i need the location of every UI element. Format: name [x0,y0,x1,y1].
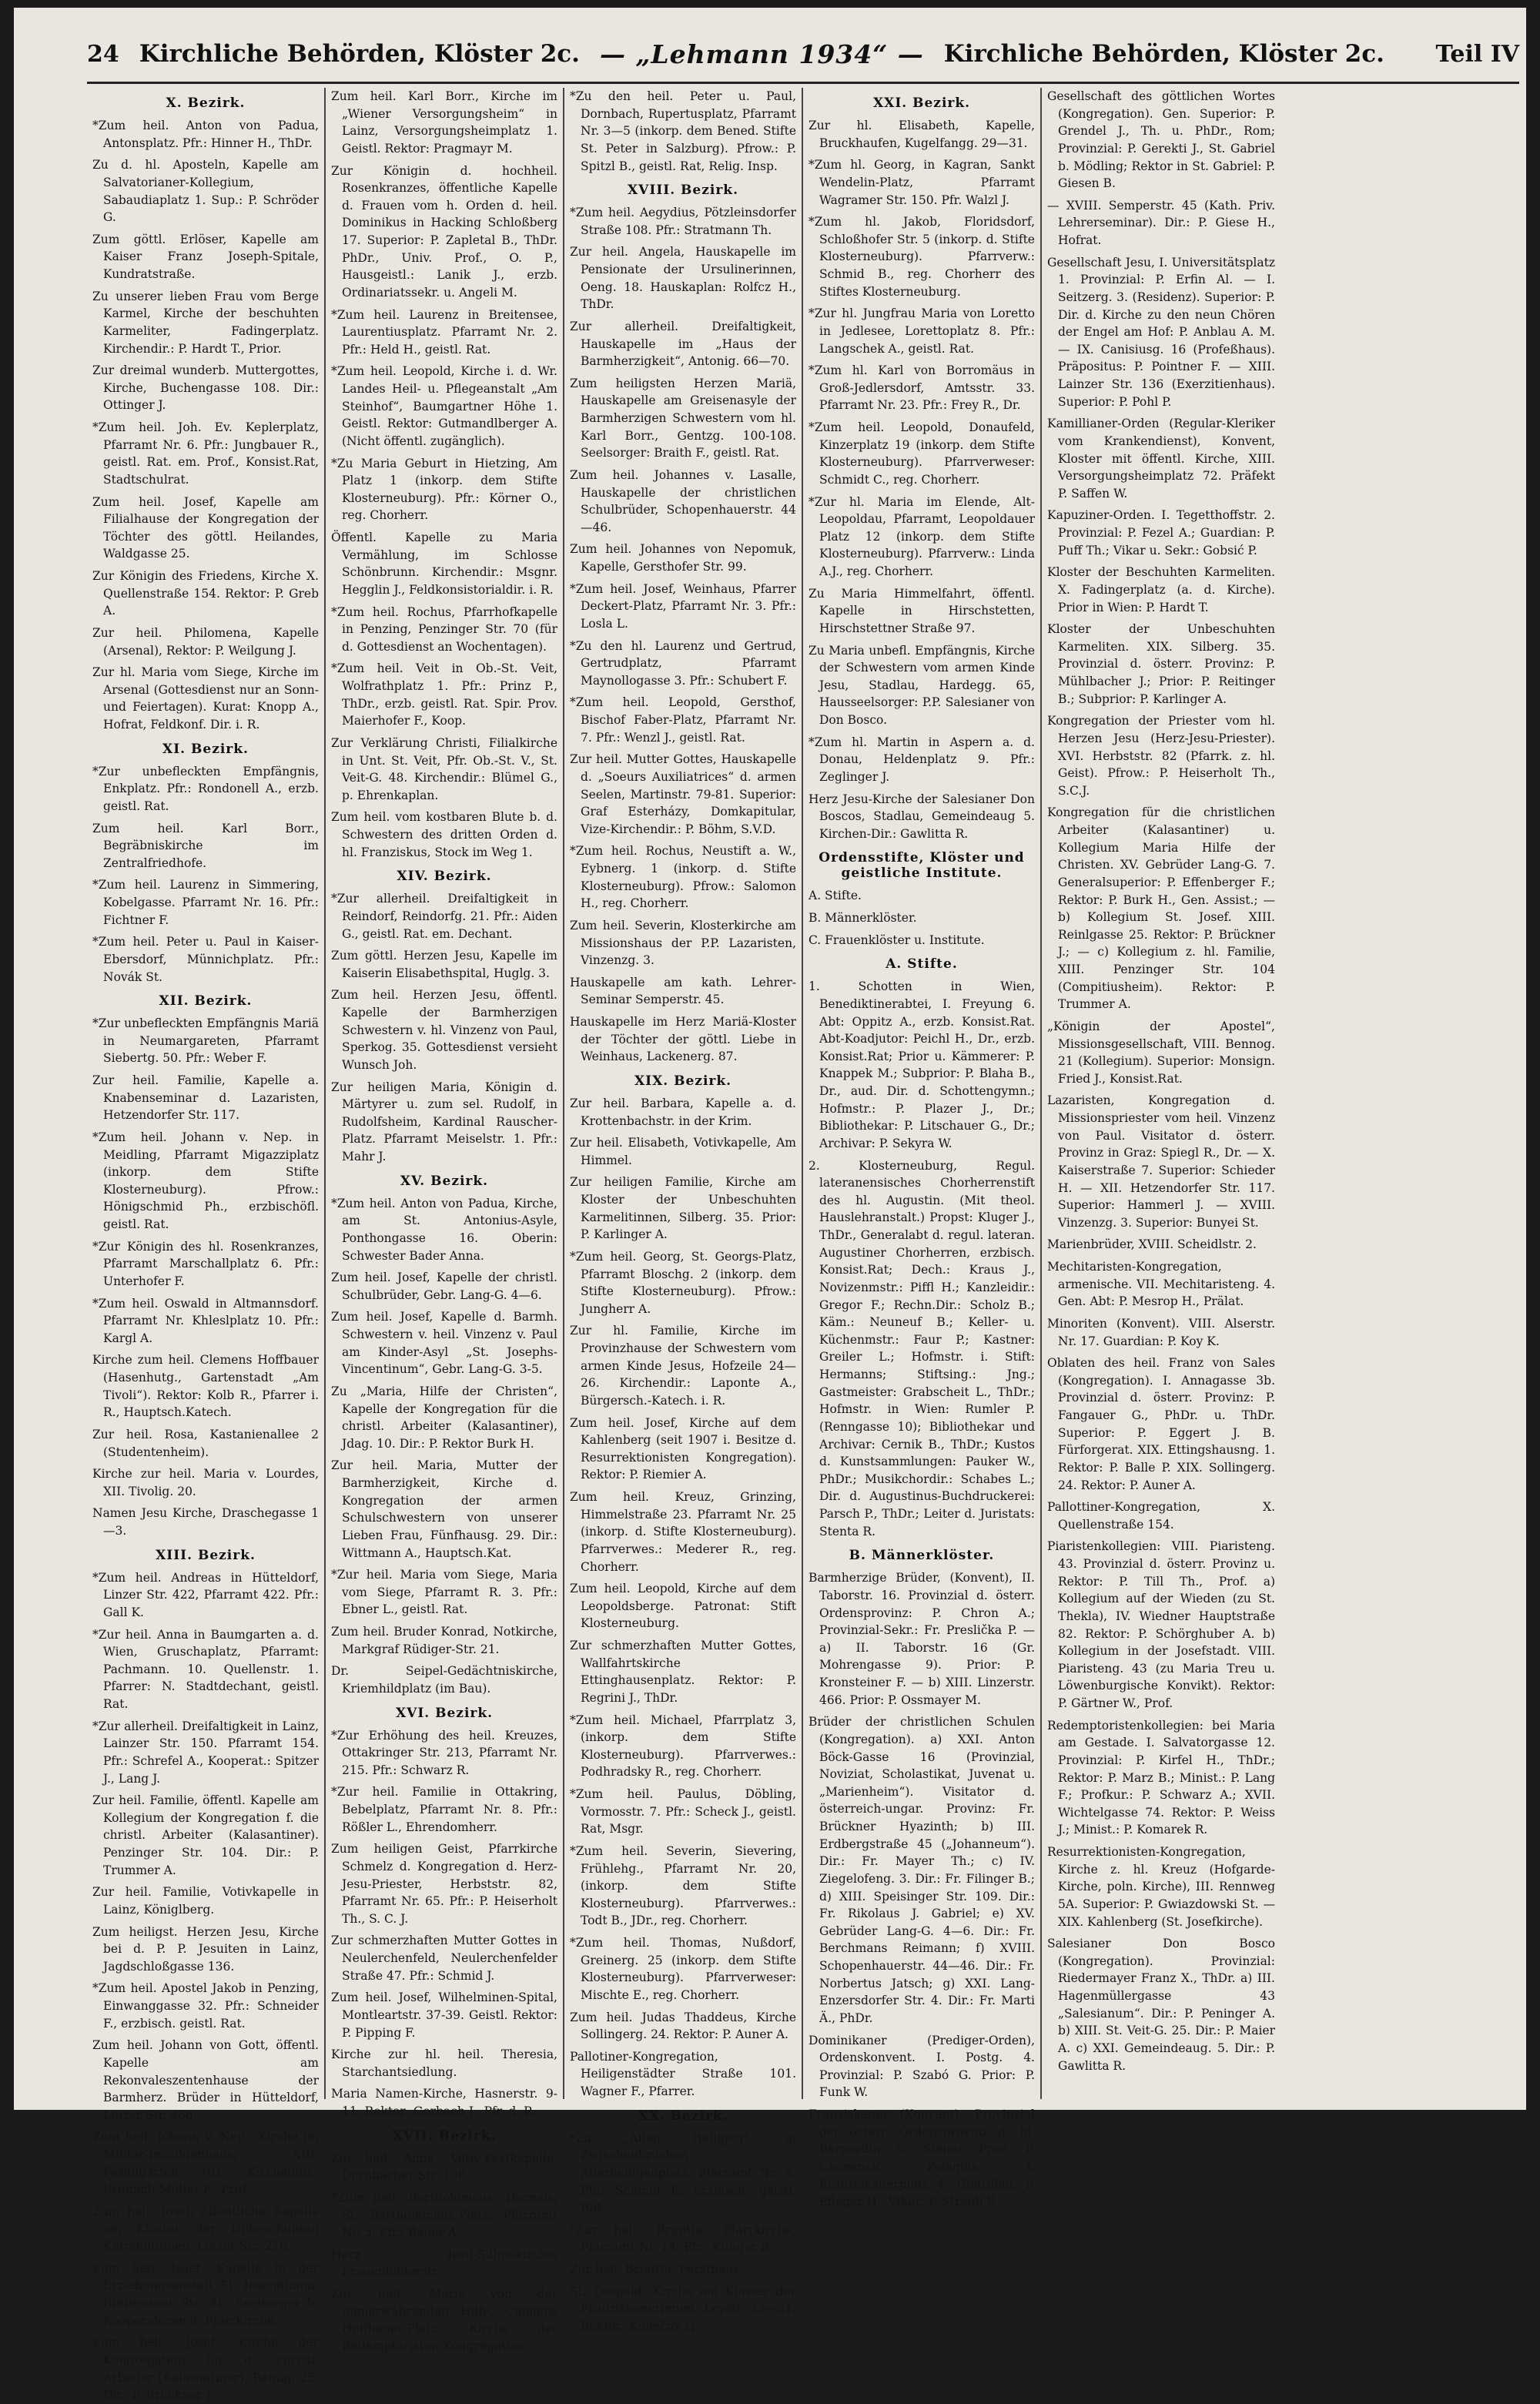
directory-entry: *Zum heil. Georg, St. Georgs-Platz, Pfarramt Bloschg. 2 (inkorp. dem Stifte Klosterneuburg). Pfrow.: Jungherr A. [570,1249,796,1316]
district-heading: XI. Bezirk. [162,741,249,757]
directory-entry: Zu unserer lieben Frau vom Berge Karmel, Kirche der beschuhten Karmeliter, Fadingerplatz. Kirchendir.: P. Hardt T., Prior. [92,289,319,356]
directory-entry: Zur heiligen Familie, Kirche am Kloster der Unbeschuhten Karmelitinnen, Silberg. 35. Prior: P. Karlinger A. [570,1175,796,1242]
directory-entry: Redemptoristenkollegien: bei Maria am Gestade. I. Salvatorgasse 12. Provinzial: P. Kirfel H., ThDr.; Rektor: P. Marz B.; Minist.: P. Lang F.; Profkur.: P. Schwarz A.; XVII. Wichtelgasse 74. Rektor: P. Weiss J.; Minist.: P. Komarek R. [1047,1718,1275,1837]
directory-entry: Zur heil. Familie, Votivkapelle in Lainz, Königlberg. [92,1885,319,1917]
directory-entry: *Zum heil. Bartholomäus, Hernals, St. Bartholomäus-Platz, Pfarramt Nr. 3. Pfr.: Bauer A. [331,2190,557,2240]
directory-entry: Zur heil. Familie, Kapelle a. Knabenseminar d. Lazaristen, Hetzendorfer Str. 117. [92,1073,319,1123]
district-heading: XVII. Bezirk. [392,2128,497,2144]
directory-entry: Maria Namen-Kirche, Hasnerstr. 9-11. Rektor: Gorbach J., Pfr. d. R. [331,2087,557,2118]
text-column [87,88,326,2402]
district-heading: XVI. Bezirk. [395,1705,494,1721]
directory-entry: *Zum heil. Laurenz in Simmering, Kobelgasse. Pfarramt Nr. 16. Pfr.: Fichtner F. [92,878,319,927]
directory-entry: *Zum heil. Anton von Padua, Antonsplatz. Pfr.: Hinner H., ThDr. [92,119,319,150]
directory-entry: Piaristenkollegien: VIII. Piaristeng. 43. Provinzial d. österr. Provinz u. Rektor: P. Till Th., Prof. a) Kollegium auf der Wieden (zu St. Thekla), IV. Wiedner Hauptstraße 82. Rektor: P. Schörghuber A. b) Kollegium in der Josefstadt. VIII. Piaristeng. 43 (zu Maria Treu u. Löwenburgische Konvikt). Rektor: P. Gärtner W., Prof. [1047,1539,1275,1710]
directory-entry: *Zum heil. Thomas, Nußdorf, Greinerg. 25 (inkorp. dem Stifte Klosterneuburg). Pfarrverweser: Mischte E., reg. Chorherr. [570,1936,796,2002]
directory-entry: Zur heil. Philomena, Kapelle (Arsenal), Rektor: P. Weilgung J. [92,625,319,658]
directory-entry: Herz Jesu-Kirche der Salesianer Don Boscos, Stadlau, Gemeindeaug 5. Kirchen-Dir.: Gawlitta R. [808,792,1035,841]
directory-entry: Kongregation der Priester vom hl. Herzen Jesu (Herz-Jesu-Priester). XVI. Herbststr. 82 (Pfarrk. z. hl. Geist). Pfrow.: P. Heiserholt Th., S.C.J. [1047,714,1275,798]
directory-entry: Lazaristen, Kongregation d. Missionspriester vom heil. Vinzenz von Paul. Visitator d. österr. Provinz in Graz: Spiegl R., Dr. — X. Kaiserstraße 7. Superior: Schieder H. — XII. Hetzendorfer Str. 117. Superior: Hammerl J. — XVIII. Vinzenzg. 3. Superior: Bunyei St. [1047,1093,1275,1230]
directory-entry: Resurrektionisten-Kongregation, Kirche z. hl. Kreuz (Hofgarde-Kirche, poln. Kirche), III. Rennweg 5A. Superior: P. Gwiazdowski St. — XIX. Kahlenberg (St. Josefkirche). [1047,1845,1275,1929]
directory-entry: *Zum heil. Peter u. Paul in Kaiser-Ebersdorf, Münnichplatz. Pfr.: Novák St. [92,935,319,984]
directory-entry: Kamillianer-Orden (Regular-Kleriker vom Krankendienst), Konvent, Kloster mit öffentl. Kirche, XIII. Versorgungsheimplatz 72. Präfekt P. Saffen W. [1047,417,1275,501]
district-heading: XIII. Bezirk. [156,1547,256,1563]
directory-entry: *Zum heil. Leopold, Gersthof, Bischof Faber-Platz, Pfarramt Nr. 7. Pfr.: Wenzl J., geistl. Rat. [570,695,796,745]
directory-entry: Zur schmerzhaften Mutter Gottes, Wallfahrtskirche Ettinghausenplatz. Rektor: P. Regrini J., ThDr. [570,1639,796,1705]
district-heading: XV. Bezirk. [400,1173,489,1189]
directory-entry: *Zur unbefleckten Empfängnis Mariä in Neumargareten, Pfarramt Siebertg. 50. Pfr.: Weber F. [92,1016,319,1066]
directory-entry: Minoriten (Konvent). VIII. Alserstr. Nr. 17. Guardian: P. Koy K. [1047,1316,1275,1348]
directory-entry: Zu „Maria, Hilfe der Christen“, Kapelle der Kongregation für die christl. Arbeiter (Kalasantiner), Jdag. 10. Dir.: P. Rektor Burk H. [331,1384,557,1451]
directory-entry: *Zum heil. Laurenz in Breitensee, Laurentiusplatz. Pfarramt Nr. 2. Pfr.: Held H., geistl. Rat. [331,307,557,357]
directory-entry: Gesellschaft Jesu, I. Universitätsplatz 1. Provinzial: P. Erfin Al. — I. Seitzerg. 3. (Residenz). Superior: P. Dir. d. Kirche zu den neun Chören der Engel am Hof: P. Anblau A. M. — IX. Canisiusg. 16 (Profeßhaus). Präpositus: P. Pointner F. — XIII. Lainzer Str. 136 (Exerzitienhaus). Superior: P. Pohl P. [1047,255,1275,409]
directory-entry: Zum heil. Johannes von Nepomuk, Kapelle, Gersthofer Str. 99. [570,542,796,574]
directory-entry: Zum heil. Kreuz, Grinzing, Himmelstraße 23. Pfarramt Nr. 25 (inkorp. d. Stifte Klosterneuburg). Pfarrverwes.: Mederer R., reg. Chorherr. [570,1490,796,1574]
directory-entry: Zur Königin d. hochheil. Rosenkranzes, öffentliche Kapelle d. Frauen vom h. Orden d. heil. Dominikus in Hacking Schloßberg 17. Superior: P. Zapletal B., ThDr. PhDr., Univ. Prof., O. P., Hausgeistl.: Lanik J., erzb. Ordinariatssekr. u. Angeli M. [331,163,557,300]
directory-entry: Kirche zur heil. Maria v. Lourdes, XII. Tivolig. 20. [92,1467,319,1498]
directory-entry: *Zum heil. Rochus, Neustift a. W., Eybnerg. 1 (inkorp. d. Stifte Klosterneuburg). Pfrow.: Salomon H., reg. Chorherr. [570,844,796,911]
directory-entry: Barmherzige Brüder, (Konvent), II. Taborstr. 16. Provinzial d. österr. Ordensprovinz: P. Chron A.; Provinzial-Sekr.: Fr. Preslička P. — a) II. Taborstr. 16 (Gr. Mohrengasse 9). Prior: P. Kronsteiner F. — b) XIII. Linzerstr. 466. Prior: P. Ossmayer M. [808,1571,1035,1707]
district-heading: XX. Bezirk. [638,2108,728,2124]
directory-entry: Zur heil. Rosa, Kastanienallee 2 (Studentenheim). [92,1427,319,1459]
directory-entry: Zum heil. Josef, Kapelle am Filialhause der Kongregation der Töchter des göttl. Heilandes, Waldgasse 25. [92,494,319,561]
directory-entry: *Zum heil. Leopold, Kirche i. d. Wr. Landes Heil- u. Pflegeanstalt „Am Steinhof“, Baumgartner Höhe 1. Geistl. Rektor: Gutmandlberger A. (Nicht öffentl. zugänglich). [331,364,557,448]
directory-entry: *Zur heil. Brigitta, Pfarrkirche, Pfarramt Nr. 14. Pfr.: Klinger B. [570,2222,796,2255]
directory-entry: Zur hl. Elisabeth, Kapelle, Bruckhaufen, Kugelfangg. 29—31. [808,119,1035,150]
directory-entry: *Zur unbefleckten Empfängnis, Enkplatz. Pfr.: Rondonell A., erzb. geistl. Rat. [92,764,319,813]
directory-entry: *Zum heil. Anton von Padua, Kirche, am St. Antonius-Asyle, Ponthongasse 16. Oberin: Schwester Bader Anna. [331,1196,557,1263]
district-heading: XIX. Bezirk. [634,1073,732,1089]
directory-entry: *Zu Maria Geburt in Hietzing, Am Platz 1 (inkorp. dem Stifte Klosterneuburg). Pfr.: Körner O., reg. Chorherr. [331,456,557,523]
directory-entry: Kongregation für die christlichen Arbeiter (Kalasantiner) u. Kollegium Maria Hilfe der Christen. XV. Gebrüder Lang-G. 7. Generalsuperior: P. Effenberger F.; Rektor: P. Burk H., Gen. Assist.; — b) Kollegium St. Josef. XIII. Reinlgasse 25. Rektor: P. Brückner J.; — c) Kollegium z. hl. Familie, XIII. Penzinger Str. 104 (Compitiusheim). Rektor: P. Trummer A. [1047,805,1275,1012]
directory-page [14,8,1526,2402]
text-column [1042,88,1281,2099]
directory-entry: Dominikaner (Prediger-Orden), Ordenskonvent. I. Postg. 4. Provinzial: P. Szabó G. Prior: P. Funk W. [808,2033,1035,2100]
directory-entry: Hauskapelle im Herz Mariä-Kloster der Töchter der göttl. Liebe in Weinhaus, Lackenerg. 87. [570,1015,796,1064]
directory-entry: *Zu den heil. Peter u. Paul, Dornbach, Rupertusplatz, Pfarramt Nr. 3—5 (inkorp. dem Bened. Stifte St. Peter in Salzburg). Pfrow.: P. Spitzl B., geistl. Rat, Relig. Insp. [570,89,796,173]
running-header [87,31,1519,77]
directory-entry: *Zum heil. Michael, Pfarrplatz 3, (inkorp. dem Stifte Klosterneuburg). Pfarrverwes.: Podhradsky R., reg. Chorherr. [570,1713,796,1780]
directory-entry: *Zur allerheil. Dreifaltigkeit in Reindorf, Reindorfg. 21. Pfr.: Aiden G., geistl. Rat. em. Dechant. [331,892,557,941]
directory-entry: Zur heil. Maria, Mutter der Barmherzigkeit, Kirche d. Kongregation der armen Schulschwestern von unserer Lieben Frau, Fünfhausg. 29. Dir.: Wittmann A., Hauptsch.Kat. [331,1458,557,1560]
directory-entry: C. Frauenklöster u. Institute. [808,932,985,947]
directory-entry: Zur dreimal wunderb. Muttergottes, Kirche, Buchengasse 108. Dir.: Ottinger J. [92,363,319,413]
directory-entry: A. Stifte. [808,889,862,903]
section-title-left: Kirchliche Behörden, Klöster 2c. [139,40,580,68]
directory-entry: Zum heil. Josef, Wilhelminen-Spital, Montleartstr. 37-39. Geistl. Rektor: P. Pipping F. [331,1990,557,2040]
directory-entry: Zum heil. Karl Borr., Kirche im „Wiener Versorgungsheim“ in Lainz, Versorgungsheimplatz 1. Geistl. Rektor: Pragmayr M. [331,89,557,156]
directory-entry: Pallottiner-Kongregation, X. Quellenstraße 154. [1047,1500,1275,1532]
header-rule [87,82,1519,84]
directory-entry: Zu d. hl. Aposteln, Kapelle am Salvatorianer-Kollegium, Sabaudiaplatz 1. Sup.: P. Schröder G. [92,158,319,225]
directory-entry: Zum heil. Karl Borr., Begräbniskirche im Zentralfriedhofe. [92,821,319,870]
directory-entry: Zur allerheil. Dreifaltigkeit, Hauskapelle im „Haus der Barmherzigkeit“, Antonig. 66—70. [570,319,796,369]
directory-entry: St. Leopold, Kirche am Kloster der Franziskanerinnen, Leystr. 25—31. Rektor: Konečny H. [570,2284,796,2333]
directory-entry: *Zur hl. Jungfrau Maria von Loretto in Jedlesee, Lorettoplatz 8. Pfr.: Langschek A., geistl. Rat. [808,306,1035,356]
directory-entry: Zur heil. Barbara, Kapelle a. d. Krottenbachstr. in der Krim. [570,1096,796,1128]
directory-entry: Namen Jesu Kirche, Draschegasse 1—3. [92,1506,319,1538]
directory-entry: 2. Klosterneuburg, Regul. lateranensisches Chorherrenstift des hl. Augustin. (Mit theol. Hauslehranstalt.) Propst: Kluger J., ThDr., Generalabt d. regul. lateran. Augustiner Chorherren, erzbisch. Konsist.Rat; Dech.: Kraus J., Novizenmstr.: Piffl H.; Kanzleidir.: Gregor F.; Rechn.Dir.: Scholz B.; Käm.: Neuneuf B.; Keller- u. Küchenmstr.: Faur P.; Kastner: Greiler L.; Hofmstr. i. Stift: Hermanns; Stiftsing.: Jng.; Gastmeister: Grabscheit L., ThDr.; Hofmstr. in Wien: Rumler P. (Renngasse 10); Bibliothekar und Archivar: Cernik B., ThDr.; Kustos d. Kunstsammlungen: Pauker W., PhDr.; Musikchordir.: Schabes L.; Dir. d. Augustinus-Buchdruckerei: Parsch P., ThDr.; Leiter d. Juristats: Stenta R. [808,1158,1035,1538]
publication-title: — „Lehmann 1934“ — [599,39,924,69]
directory-entry: Öffentl. Kapelle zu Maria Vermählung, im Schlosse Schönbrunn. Kirchendir.: Msgnr. Hegglin J., Feldkonsistorialdir. i. R. [331,531,557,597]
directory-entry: Hauskapelle am kath. Lehrer-Seminar Semperstr. 45. [570,975,796,1007]
directory-entry: Zur Königin des Friedens, Kirche X. Quellenstraße 154. Rektor: P. Greb A. [92,569,319,618]
directory-entry: Pallotiner-Kongregation, Heiligenstädter Straße 101. Wagner F., Pfarrer. [570,2049,796,2098]
directory-entry: Zur hl. Maria vom Siege, Kirche im Arsenal (Gottesdienst nur an Sonn- und Feiertagen). Kurat: Knopp A., Hofrat, Feldkonf. Dir. i. R. [92,665,319,732]
part-label: Teil IV [1435,40,1519,68]
district-heading: XIV. Bezirk. [397,869,492,885]
directory-entry: Zur schmerzhaften Mutter Gottes in Neulerchenfeld, Neulerchenfelder Straße 47. Pfr.: Schmid J. [331,1934,557,1983]
directory-entry: Kloster der Unbeschuhten Karmeliten. XIX. Silberg. 35. Provinzial d. österr. Provinz: P. Mühlbacher J.; Prior: P. Reitinger B.; Subprior: P. Karlinger A. [1047,622,1275,706]
directory-entry: *Zum hl. Georg, in Kagran, Sankt Wendelin-Platz, Pfarramt Wagramer Str. 150. Pfr. Walzl J. [808,158,1035,207]
directory-entry: Zur Verklärung Christi, Filialkirche in Unt. St. Veit, Pfr. Ob.-St. V., St. Veit-G. 48. Kirchendir.: Blümel G., p. Ehrenkaplan. [331,735,557,802]
directory-entry: Dr. Seipel-Gedächtniskirche, Kriemhildplatz (im Bau). [331,1664,557,1696]
directory-entry: Zur heil. Angela, Hauskapelle im Pensionate der Ursulinerinnen, Oeng. 18. Hauskaplan: Rolfcz H., ThDr. [570,245,796,312]
directory-entry: Herz Jesu-Sühnekirche, Frauenfelderstr. [331,2247,557,2279]
directory-entry: 1. Schotten in Wien, Benediktinerabtei, I. Freyung 6. Abt: Oppitz A., erzb. Konsist.Rat. Abt-Koadjutor: Peichl H., Dr., erzb. Konsist.Rat; Prior u. Kämmerer: P. Knappek M.; Subprior: P. Blaha B., Dr., aud. Dir. d. Schottengymn.; Hofmstr.: P. Plazer J., Dr.; Bibliothekar: P. Litschauer G., Dr.; Archivar: P. Sekyra W. [808,979,1035,1150]
directory-entry: *Zum heil. Apostel Jakob in Penzing, Einwanggasse 32. Pfr.: Schneider F., erzbisch. geistl. Rat. [92,1981,319,2031]
directory-entry: Zur heil. Brigitta, Forsthaus. [570,2262,744,2276]
directory-entry: *Zur heil. Familie in Ottakring, Bebelplatz, Pfarramt Nr. 8. Pfr.: Rößler L., Ehrendomherr. [331,1785,557,1834]
directory-entry: *Zur allerheil. Dreifaltigkeit in Lainz, Lainzer Str. 150. Pfarramt 154. Pfr.: Schrefel A., Kooperat.: Spitzer J., Lang J. [92,1719,319,1786]
directory-entry: *Zum heil. Rochus, Pfarrhofkapelle in Penzing, Penzinger Str. 70 (für d. Gottesdienst an Wochentagen). [331,604,557,654]
directory-entry: Zur heil. Elisabeth, Votivkapelle, Am Himmel. [570,1136,796,1167]
district-heading: A. Stifte. [886,956,958,973]
directory-entry: Zu Maria Himmelfahrt, öffentl. Kapelle in Hirschstetten, Hirschstettner Straße 97. [808,586,1035,635]
directory-entry: Oblaten des heil. Franz von Sales (Kongregation). I. Annagasse 3b. Provinzial d. österr. Provinz: P. Fangauer G., PhDr. u. ThDr. Superior: P. Eggert J. B. Fürforgerat. XIX. Ettingshausng. 1. Rektor: P. Balle P. XIX. Sollingerg. 24. Rektor: P. Auner A. [1047,1356,1275,1492]
directory-entry: *Zum heil. Oswald in Altmannsdorf. Pfarramt Nr. Khleslplatz 10. Pfr.: Kargl A. [92,1296,319,1345]
directory-entry: Zur heil. Mutter Gottes, Hauskapelle d. „Soeurs Auxiliatrices“ d. armen Seelen, Martinstr. 79-81. Superior: Graf Esterházy, Domkapitular, Vize-Kirchendir.: P. Böhm, S.V.D. [570,752,796,836]
directory-entry: Zum heil. Johann von Gott, öffentl. Kapelle am Rekonvaleszentenhause der Barmherz. Brüder in Hütteldorf, Linzer Str. 466. [92,2038,319,2122]
text-column [564,88,803,2333]
directory-entry: *Zum heil. Paulus, Döbling, Vormosstr. 7. Pfr.: Scheck J., geistl. Rat, Msgr. [570,1787,796,1836]
directory-entry: Zum heil. Josef, Kirche der Kongregation für d. christl. Arbeiter (Kalasantiner), Reinlg. 25. Dir.: P. Brückner J. [92,2335,319,2402]
directory-entry: Kapuziner-Orden. I. Tegetthoffstr. 2. Provinzial: P. Fezel A.; Guardian: P. Puff Th.; Vikar u. Sekr.: Gobsić P. [1047,508,1275,557]
directory-entry: *Zu den hl. Laurenz und Gertrud, Gertrudplatz, Pfarramt Maynollogasse 3. Pfr.: Schubert F. [570,638,796,688]
directory-entry: Zum heil. Josef, öffentliche Kapelle am Kloster der Unbeschuhten Karmelitinnen, Linzer Str. 216. [92,2204,319,2254]
directory-entry: *Zur Königin des hl. Rosenkranzes, Pfarramt Marschallplatz 6. Pfr.: Unterhofer F. [92,1239,319,1288]
directory-entry: *Zum heil. Aegydius, Pötzleinsdorfer Straße 108. Pfr.: Stratmann Th. [570,206,796,237]
directory-entry: Zur heil. Familie, öffentl. Kapelle am Kollegium der Kongregation f. die christl. Arbeiter (Kalasantiner). Penzinger Str. 104. Dir.: P. Trummer A. [92,1793,319,1877]
directory-entry: Zum heil. Judas Thaddeus, Kirche Sollingerg. 24. Rektor: P. Auner A. [570,2010,796,2042]
directory-entry: *Zum heil. Andreas in Hütteldorf, Linzer Str. 422, Pfarramt 422. Pfr.: Gall K. [92,1570,319,1619]
page-number: 24 [87,40,119,68]
directory-entry: Zu Maria unbefl. Empfängnis, Kirche der Schwestern vom armen Kinde Jesu, Stadlau, Hardegg. 65, Hausseelsorger: P.P. Salesianer von Don Bosco. [808,643,1035,727]
directory-entry: Gesellschaft des göttlichen Wortes (Kongregation). Gen. Superior: P. Grendel J., Th. u. PhDr., Rom; Provinzial: P. Gerekti J., St. Gabriel b. Mödling; Rektor in St. Gabriel: P. Giesen B. [1047,89,1275,191]
district-heading: Ordensstifte, Klöster und geistliche Institute. [819,850,1025,882]
directory-entry: Franziskaner (Konvent). Provinzial der österr. Ordensprovinz d. hl. Bernardin v. Siena: Prov. P. Clemenčič Pelagius; I. Franziskanerplatz 4. Guardian: P. Pfleger H.; Vikar: P. Straub P. [808,2108,1035,2209]
directory-entry: Zur heil. Maria von der immerwährenden Hilfe, Clemens Hoffbauer-Platz, Kirche der Redemptoristen-Kongregation. [331,2287,557,2353]
directory-entry: *Zum heil. Joh. Ev. Keplerplatz, Pfarramt Nr. 6. Pfr.: Jungbauer R., geistl. Rat. em. Prof., Konsist.Rat, Stadtschulrat. [92,420,319,487]
directory-entry: Zur hl. Familie, Kirche im Provinzhause der Schwestern vom armen Kinde Jesus, Hofzeile 24—26. Kirchendir.: Laponte A., Bürgersch.-Katech. i. R. [570,1324,796,1408]
directory-entry: Salesianer Don Bosco (Kongregation). Provinzial: Riedermayer Franz X., ThDr. a) III. Hagenmüllergasse 43 „Salesianum“. Dir.: P. Peninger A. b) XIII. St. Veit-G. 25. Dir.: P. Maier A. c) XXI. Gemeindeaug. 5. Dir.: P. Gawlitta R. [1047,1937,1275,2073]
directory-entry: *Zum hl. Karl von Borromäus in Groß-Jedlersdorf, Amtsstr. 33. Pfarramt Nr. 23. Pfr.: Frey R., Dr. [808,363,1035,413]
directory-entry: *Zum heil. Leopold, Donaufeld, Kinzerplatz 19 (inkorp. dem Stifte Klosterneuburg). Pfarrverweser: Schmidt C., reg. Chorherr. [808,420,1035,487]
directory-entry: Zum heil. Josef, Kapelle der christl. Schulbrüder, Gebr. Lang-G. 4—6. [331,1271,557,1302]
directory-entry: Zum heil. Severin, Klosterkirche am Missionshaus der P.P. Lazaristen, Vinzenzg. 3. [570,918,796,968]
section-title-right: Kirchliche Behörden, Klöster 2c. [943,40,1384,68]
directory-entry: Brüder der christlichen Schulen (Kongregation). a) XXI. Anton Böck-Gasse 16 (Provinzial, Noviziat, Scholastikat, Juvenat u. „Marienheim“). Visitator d. österreich-ungar. Provinz: Fr. Brückner Hyazinth; b) III. Erdbergstraße 45 („Johanneum“). Dir.: Fr. Mayer Th.; c) IV. Ziegelofeng. 3. Dir.: Fr. Filinger B.; d) XIII. Speisinger Str. 109. Dir.: Fr. Rikolaus J. Gabriel; e) XV. Gebrüder Lang-G. 4—6. Dir.: Fr. Berchmans Reimann; f) XVIII. Schopenhauerstr. 44—46. Dir.: Fr. Norbertus Jatsch; g) XXI. Lang-Enzersdorfer Str. 4. Dir.: Fr. Marti Ä., PhDr. [808,1715,1035,2025]
directory-entry: Zum heiligst. Herzen Jesu, Kirche bei d. P. P. Jesuiten in Lainz, Jagdschloßgasse 136. [92,1924,319,1974]
directory-entry: Zum heil. Herzen Jesu, öffentl. Kapelle der Barmherzigen Schwestern v. hl. Vinzenz von Paul, Sperkog. 35. Gottesdienst versieht Wunsch Joh. [331,988,557,1072]
directory-entry: *Zum heil. Josef, Weinhaus, Pfarrer Deckert-Platz, Pfarramt Nr. 3. Pfr.: Losla L. [570,581,796,631]
directory-entry: *Zur Erhöhung des heil. Kreuzes, Ottakringer Str. 213, Pfarramt Nr. 215. Pfr.: Schwarz R. [331,1728,557,1777]
directory-entry: Zum heil. Johannes v. Lasalle, Hauskapelle der christlichen Schulbrüder, Schopenhauerstr. 44—46. [570,467,796,534]
directory-entry: Zum heil. Johann v. Nep., Kirche im Militär-Invalidenhaus, XIII. Fasangarten 101. Kirchendir.: Brinnich-Müller F., Prof. [92,2130,319,2197]
directory-entry: Zum heil. Leopold, Kirche auf dem Leopoldsberge. Patronat: Stift Klosterneuburg. [570,1582,796,1631]
directory-entry: *Zum hl. Jakob, Floridsdorf, Schloßhofer Str. 5 (inkorp. d. Stifte Klosterneuburg). Pfarrverw.: Schmid B., reg. Chorherr des Stiftes Klosterneuburg. [808,215,1035,299]
directory-entry: Zum göttl. Erlöser, Kapelle am Kaiser Franz Joseph-Spitale, Kundratstraße. [92,232,319,281]
directory-entry: *Zu „Allen Heiligen“, in Zwischenbrücken Allerheiligenplatz. Pfarramt Nr. 5. Pfr.: Schmid F., erzbisch. geistl. Rat. [570,2131,796,2215]
text-column [803,88,1042,2209]
district-heading: B. Männerklöster. [849,1548,995,1564]
directory-entry: Zum heil. Josef, Kapelle in der Erziehungsanstalt St. Josephinum, Breitenseer Str. 31. Seelsorger b. Kooperatoren d. Pfarrkirche. [92,2261,319,2328]
directory-entry: *Zum heil. Severin, Sievering, Frühlehg., Pfarramt Nr. 20, (inkorp. dem Stifte Klosterneuburg). Pfarrverwes.: Todt B., JDr., reg. Chorherr. [570,1843,796,1928]
directory-entry: Zum heil. vom kostbaren Blute b. d. Schwestern des dritten Orden d. hl. Franziskus, Stock im Weg 1. [331,810,557,859]
district-heading: XVIII. Bezirk. [627,182,739,199]
directory-entry: *Zur heil. Anna in Baumgarten a. d. Wien, Gruschaplatz, Pfarramt: Pachmann. 10. Quellenstr. 1. Pfarrer: N. Stadtdechant, geistl. Rat. [92,1627,319,1711]
directory-entry: Zum heil. Josef, Kapelle d. Barmh. Schwestern v. heil. Vinzenz v. Paul am Kinder-Asyl „St. Josephs-Vincentinum“, Gebr. Lang-G. 3-5. [331,1310,557,1377]
district-heading: XII. Bezirk. [159,993,253,1009]
directory-entry: Zur heil. Anna, Votiv-Pestkapelle, Dornbacher Str. 108. [331,2151,557,2183]
directory-entry: Zum heil. Josef, Kirche auf dem Kahlenberg (seit 1907 i. Besitze d. Resurrektionisten Kongregation). Rektor: P. Riemier A. [570,1415,796,1482]
directory-entry: Zum heil. Bruder Konrad, Notkirche, Markgraf Rüdiger-Str. 21. [331,1625,557,1656]
district-heading: XXI. Bezirk. [872,95,971,111]
directory-entry: „Königin der Apostel“, Missionsgesellschaft, VIII. Bennog. 21 (Kollegium). Superior: Monsign. Fried J., Konsist.Rat. [1047,1019,1275,1086]
directory-entry: *Zur heil. Maria vom Siege, Maria vom Siege, Pfarramt R. 3. Pfr.: Ebner L., geistl. Rat. [331,1568,557,1617]
text-column [326,88,564,2353]
directory-entry: *Zum heil. Veit in Ob.-St. Veit, Wolfrathplatz 1. Pfr.: Prinz P., ThDr., erzb. geistl. Rat. Spir. Prov. Maierhofer F., Koop. [331,661,557,728]
district-heading: X. Bezirk. [166,95,246,111]
directory-entry: Zum heiligsten Herzen Mariä, Hauskapelle am Greisenasyle der Barmherzigen Schwestern vom hl. Karl Borr., Gentzg. 100-108. Seelsorger: Braith F., geistl. Rat. [570,376,796,460]
directory-entry: Zur heiligen Maria, Königin d. Märtyrer u. zum sel. Rudolf, in Rudolfsheim, Kardinal Rauscher-Platz. Pfarramt Meiselstr. 1. Pfr.: Mahr J. [331,1080,557,1163]
directory-entry: Zum göttl. Herzen Jesu, Kapelle im Kaiserin Elisabethspital, Huglg. 3. [331,949,557,980]
directory-entry: Zum heiligen Geist, Pfarrkirche Schmelz d. Kongregation d. Herz-Jesu-Priester, Herbststr. 82, Pfarramt Nr. 65. Pfr.: P. Heiserholt Th., S. C. J. [331,1842,557,1926]
directory-entry: Kirche zum heil. Clemens Hoffbauer (Hasenhutg., Gartenstadt „Am Tivoli“). Rektor: Kolb R., Pfarrer i. R., Hauptsch.Katech. [92,1353,319,1420]
directory-entry: *Zum heil. Johann v. Nep. in Meidling, Pfarramt Migazziplatz (inkorp. dem Stifte Klosterneuburg). Pfrow.: Hönigschmid Ph., erzbischöfl. geistl. Rat. [92,1130,319,1231]
directory-entry: Kloster der Beschuhten Karmeliten. X. Fadingerplatz (a. d. Kirche). Prior in Wien: P. Hardt T. [1047,565,1275,614]
directory-entry: Marienbrüder, XVIII. Scheidlstr. 2. [1047,1237,1257,1252]
directory-entry: *Zum hl. Martin in Aspern a. d. Donau, Heldenplatz 9. Pfr.: Zeglinger J. [808,735,1035,784]
directory-entry: B. Männerklöster. [808,911,917,925]
directory-entry: — XVIII. Semperstr. 45 (Kath. Priv. Lehrerseminar). Dir.: P. Giese H., Hofrat. [1047,198,1275,247]
text-columns [87,88,1519,2402]
directory-entry: Kirche zur hl. heil. Theresia, Starchantsiedlung. [331,2047,557,2079]
directory-entry: Mechitaristen-Kongregation, armenische. VII. Mechitaristeng. 4. Gen. Abt: P. Mesrop H., Prälat. [1047,1260,1275,1309]
directory-entry: *Zur hl. Maria im Elende, Alt-Leopoldau, Pfarramt, Leopoldauer Platz 12 (inkorp. dem Stifte Klosterneuburg). Pfarrverw.: Linda A.J., reg. Chorherr. [808,494,1035,578]
